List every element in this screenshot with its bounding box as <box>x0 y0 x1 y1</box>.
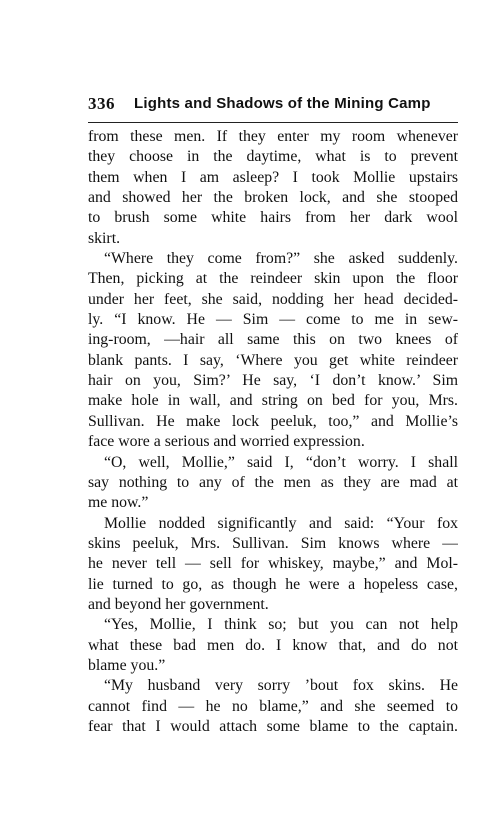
text-line: blank pants. I say, ‘Where you get white reindeer <box>88 351 458 369</box>
text-line: and beyond her government. <box>88 595 269 613</box>
text-line: cannot find — he no blame,” and she seemed to <box>88 697 458 715</box>
text-line: face wore a serious and worried expression. <box>88 433 365 451</box>
text-line: Mollie nodded significantly and said: “Your fox <box>104 514 458 532</box>
text-line: from these men. If they enter my room whenever <box>88 128 458 145</box>
text-line: skirt. <box>88 229 121 247</box>
body-text <box>88 127 458 737</box>
text-line: fear that I would attach some blame to the captain. <box>88 717 458 735</box>
text-line: “O, well, Mollie,” said I, “don’t worry. I shall <box>104 453 458 471</box>
text-line: what these bad men do. I know that, and do not <box>88 636 458 654</box>
page-header <box>88 94 458 118</box>
text-line: “Yes, Mollie, I think so; but you can not help <box>104 616 458 634</box>
text-line: lie turned to go, as though he were a hopeless case, <box>88 575 458 593</box>
text-line: blame you.” <box>88 656 166 674</box>
text-line: skins peeluk, Mrs. Sullivan. Sim knows where — <box>88 534 458 552</box>
text-line: “My husband very sorry ’bout fox skins. He <box>104 677 458 695</box>
text-line: to brush some white hairs from her dark wool <box>88 209 458 227</box>
text-line: Then, picking at the reindeer skin upon the floor <box>88 270 458 288</box>
text-line: he never tell — sell for whiskey, maybe,” and Mol- <box>88 555 458 573</box>
page-number: 336 <box>88 94 115 113</box>
text-line: “Where they come from?” she asked suddenly. <box>104 250 458 268</box>
header-rule <box>88 122 458 123</box>
text-line: and showed her the broken lock, and she stooped <box>88 189 458 207</box>
running-title: Lights and Shadows of the Mining Camp <box>134 95 431 112</box>
text-line: make hole in wall, and string on bed for you, Mrs. <box>88 392 458 410</box>
text-line: Sullivan. He make lock peeluk, too,” and Mollie’s <box>88 412 458 430</box>
text-line: them when I am asleep? I took Mollie upstairs <box>88 168 458 186</box>
text-line: ing-room, —hair all same this on two knees of <box>88 331 458 349</box>
text-line: hair on you, Sim?’ He say, ‘I don’t know.’ Sim <box>88 372 458 390</box>
text-line: ly. “I know. He — Sim — come to me in sew- <box>88 311 458 329</box>
text-line: me now.” <box>88 494 149 512</box>
text-line: say nothing to any of the men as they are mad at <box>88 473 458 491</box>
text-line: they choose in the daytime, what is to prevent <box>88 148 458 166</box>
text-line: under her feet, she said, nodding her head decided- <box>88 290 458 308</box>
